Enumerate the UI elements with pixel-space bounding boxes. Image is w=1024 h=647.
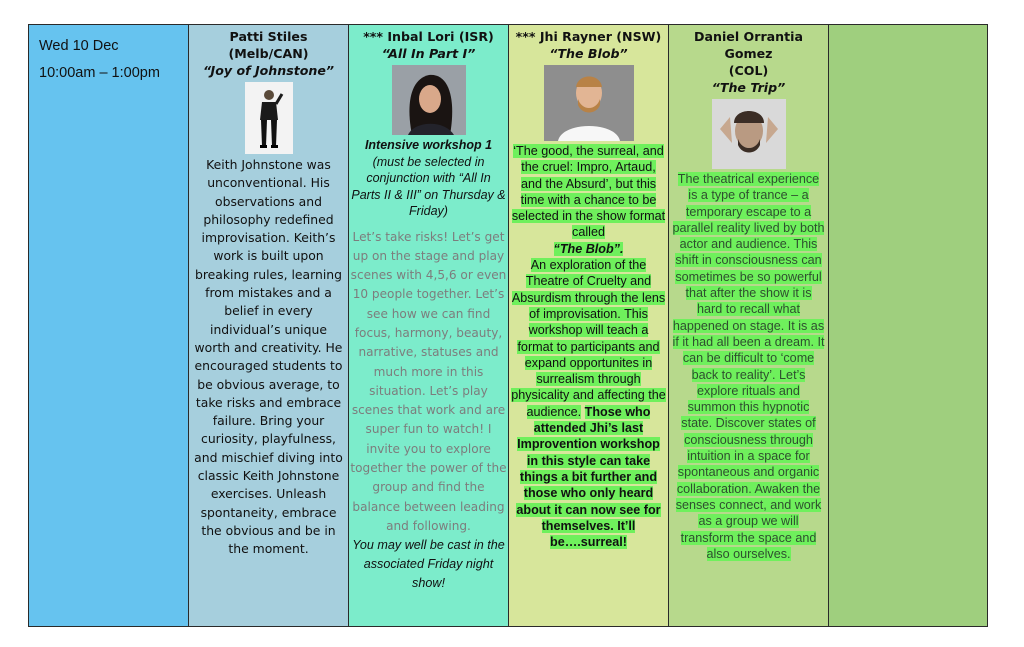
workshop-title: “The Trip” [711, 80, 786, 95]
workshop-title: “All In Part I” [381, 46, 476, 61]
description-text: The theatrical experience is a type of trance – a temporary escape to a parallel reality lived by both actor and audience. This shift in consciousness can sometimes be so powerful that after the show it is hard to recall what happened on stage. It is as if it had all been a dream. It can be difficult to ‘come back to reality’. Let’s explore rituals and summon this hypnotic state. Discover states of consciousness through intuition in a space for spontaneous and organic collaboration. Awaken the senses connect, and work as a group we will transform the space and also ourselves. [672, 172, 825, 561]
presenter-name: *** Inbal Lori (ISR) [363, 29, 494, 44]
workshop-title: “Joy of Johnstone” [202, 63, 335, 78]
workshop-description [509, 143, 668, 550]
workshop-title: “The Blob” [549, 46, 628, 61]
presenter-photo [245, 82, 293, 154]
presenter-name-line1: Daniel Orrantia Gomez [694, 29, 803, 61]
description-part2: An exploration of the Theatre of Cruelty and Absurdism through the lens of improvisation. This workshop will teach a format to participants and expand opportunites in surrealism through physicality and affecting the audience. [511, 258, 666, 419]
schedule-column [29, 25, 189, 626]
intro-rest: (must be selected in conjunction with “All In Parts II & III” on Thursday & Friday) [351, 154, 506, 218]
intro-bold: Intensive workshop 1 [364, 138, 493, 152]
workshop-column-inbal [349, 25, 509, 626]
presenter-name [669, 28, 828, 79]
presenter-photo [712, 99, 786, 169]
description-blob: “The Blob”. [553, 241, 624, 256]
workshop-description [669, 171, 828, 562]
workshop-description: Let’s take risks! Let’s get up on the stage and play scenes with 4,5,6 or even 10 people together. Let’s see how we can find focus, harmony, beauty, narrative, statuses and much more in this situation. Let’s play scenes that work and are super fun to watch! I invite you to explore together the power of the group and find the balance between leading and following. [350, 229, 507, 533]
description-bold: Those who attended Jhi’s last Improvention workshop in this style can take things a bit further and those who only heard about it can now see for themselves. It’ll be….surreal! [516, 404, 661, 550]
workshop-intro [349, 137, 508, 220]
presenter-name [189, 28, 348, 62]
workshop-column-patti [189, 25, 349, 626]
workshop-column-jhi [509, 25, 669, 626]
presenter-photo [392, 65, 466, 135]
empty-column [829, 25, 987, 626]
schedule-table [28, 24, 988, 627]
date-label: Wed 10 Dec [39, 38, 119, 54]
presenter-name-line2: (COL) [728, 63, 769, 78]
presenter-name: *** Jhi Rayner (NSW) [515, 29, 662, 44]
workshop-column-daniel [669, 25, 829, 626]
time-label: 10:00am – 1:00pm [39, 65, 160, 81]
presenter-photo [544, 65, 634, 141]
workshop-description: Keith Johnstone was unconventional. His observations and philosophy redefined improvisation. Keith’s work is built upon breaking rules, learning from mistakes and a belief in every individual’s unique worth and creativity. He encouraged students to be obvious average, to take risks and embrace failure. Bring your curiosity, playfulness, and mischief diving into classic Keith Johnstone exercises. Unleash spontaneity, embrace the obvious and be in the moment. [194, 157, 343, 557]
description-part1: ‘The good, the surreal, and the cruel: Impro, Artaud, and the Absurd’, but this time with a chance to be selected in the show format called [511, 144, 666, 240]
presenter-name-line1: Patti Stiles [229, 29, 308, 44]
workshop-closing: You may well be cast in the associated Friday night show! [352, 538, 505, 591]
presenter-name-line2: (Melb/CAN) [228, 46, 309, 61]
